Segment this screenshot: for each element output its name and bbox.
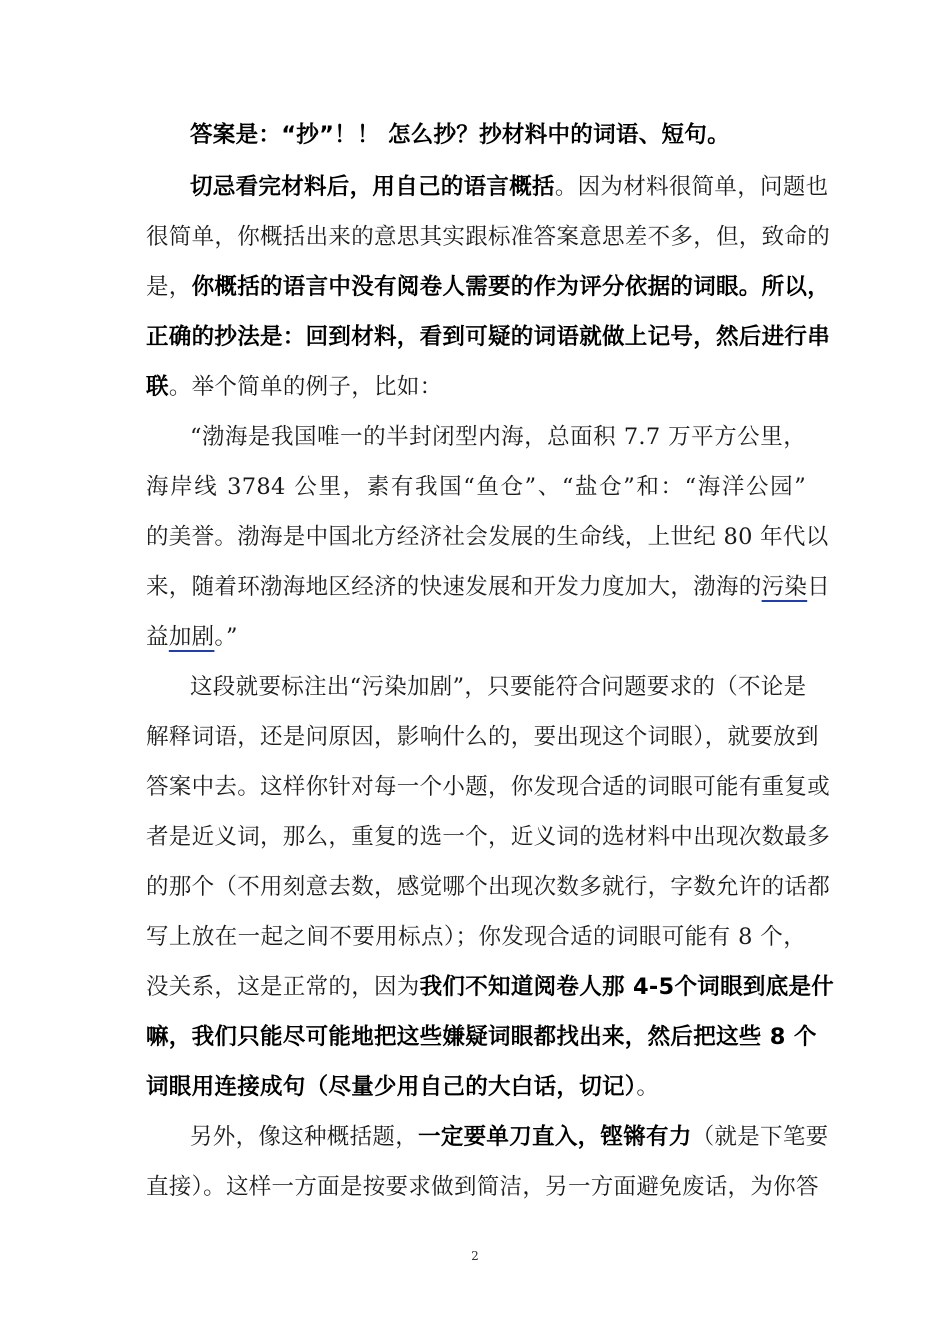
body-text: 答案中去。这样你针对每一个小题，你发现合适的词眼可能有重复或 bbox=[146, 774, 831, 800]
body-text: 很简单，你概括出来的意思其实跟标准答案意思差不多，但，致命的 bbox=[146, 224, 831, 250]
bold-text: 我们不知道阅卷人那 4-5个词眼到底是什 bbox=[419, 974, 835, 1000]
body-text: 的那个（不用刻意去数，感觉哪个出现次数多就行，字数允许的话都 bbox=[146, 874, 831, 900]
body-text: 直接）。这样一方面是按要求做到简洁，另一方面避免废话，为你答 bbox=[146, 1174, 819, 1200]
bold-text: 答案是：“抄”！！ 怎么抄？抄材料中的词语、短句。 bbox=[190, 122, 730, 148]
body-text: 写上放在一起之间不要用标点）；你发现合适的词眼可能有 8 个， bbox=[146, 924, 806, 950]
quote-line bbox=[146, 472, 806, 502]
bold-text: 正确的抄法是：回到材料，看到可疑的词语就做上记号，然后进行串 bbox=[146, 324, 831, 350]
body-text: 这段就要标注出“污染加剧”，只要能符合问题要求的（不论是 bbox=[190, 674, 807, 700]
bold-text: 嘛，我们只能尽可能地把这些嫌疑词眼都找出来，然后把这些 8 个 bbox=[146, 1024, 817, 1050]
paragraph-line bbox=[146, 972, 835, 1002]
paragraph-line bbox=[146, 872, 831, 902]
paragraph-line bbox=[146, 322, 831, 352]
bold-text: 一定要单刀直入，铿锵有力 bbox=[418, 1124, 692, 1150]
quote-line bbox=[146, 572, 831, 602]
body-text: 没关系，这是正常的，因为 bbox=[146, 974, 420, 1000]
body-text: 解释词语，还是问原因，影响什么的，要出现这个词眼），就要放到 bbox=[146, 724, 819, 750]
body-text: 益 bbox=[146, 624, 169, 650]
bold-text: 你概括的语言中没有阅卷人需要的作为评分依据的词眼。所以， bbox=[191, 274, 831, 300]
quote-line bbox=[146, 622, 806, 652]
body-text: 是， bbox=[146, 274, 192, 300]
bold-text: 联 bbox=[146, 374, 169, 400]
underlined-keyword: 加剧 bbox=[168, 624, 215, 650]
paragraph-line bbox=[146, 1072, 806, 1102]
bold-text: 词眼用连接成句（尽量少用自己的大白话，切记） bbox=[146, 1074, 637, 1100]
body-text: 来，随着环渤海地区经济的快速发展和开发力度加大，渤海的 bbox=[146, 574, 762, 600]
paragraph-line bbox=[146, 222, 831, 252]
body-text: 另外，像这种概括题， bbox=[190, 1124, 419, 1150]
body-text: 者是近义词，那么，重复的选一个，近义词的选材料中出现次数最多 bbox=[146, 824, 831, 850]
body-text: 。” bbox=[214, 624, 238, 650]
paragraph-line bbox=[146, 822, 831, 852]
paragraph-line bbox=[146, 922, 806, 952]
paragraph-line bbox=[146, 1172, 819, 1202]
body-text: （就是下笔要 bbox=[691, 1124, 829, 1150]
quote-line bbox=[190, 422, 806, 452]
underlined-keyword: 污染 bbox=[761, 574, 808, 600]
quote-line bbox=[146, 522, 829, 552]
paragraph-line bbox=[146, 722, 819, 752]
paragraph-line bbox=[190, 1122, 829, 1152]
paragraph-line bbox=[190, 120, 806, 150]
paragraph-line bbox=[190, 672, 806, 702]
bold-text: 切忌看完材料后，用自己的语言概括 bbox=[190, 174, 555, 200]
body-text: 。因为材料很简单，问题也 bbox=[554, 174, 829, 200]
paragraph-line bbox=[146, 272, 831, 302]
paragraph-line bbox=[146, 372, 806, 402]
paragraph-line bbox=[190, 172, 829, 202]
body-text: 。举个简单的例子，比如： bbox=[168, 374, 443, 400]
body-text: “渤海是我国唯一的半封闭型内海，总面积 7.7 万平方公里， bbox=[190, 424, 806, 450]
paragraph-line bbox=[146, 772, 831, 802]
body-text: 海岸线 3784 公里，素有我国“鱼仓”、“盐仓”和：“海洋公园” bbox=[146, 474, 806, 500]
body-text: 日 bbox=[807, 574, 831, 600]
paragraph-line bbox=[146, 1022, 817, 1052]
page-number: 2 bbox=[471, 1249, 479, 1263]
body-text: 的美誉。渤海是中国北方经济社会发展的生命线，上世纪 80 年代以 bbox=[146, 524, 829, 550]
body-text: 。 bbox=[636, 1074, 660, 1100]
